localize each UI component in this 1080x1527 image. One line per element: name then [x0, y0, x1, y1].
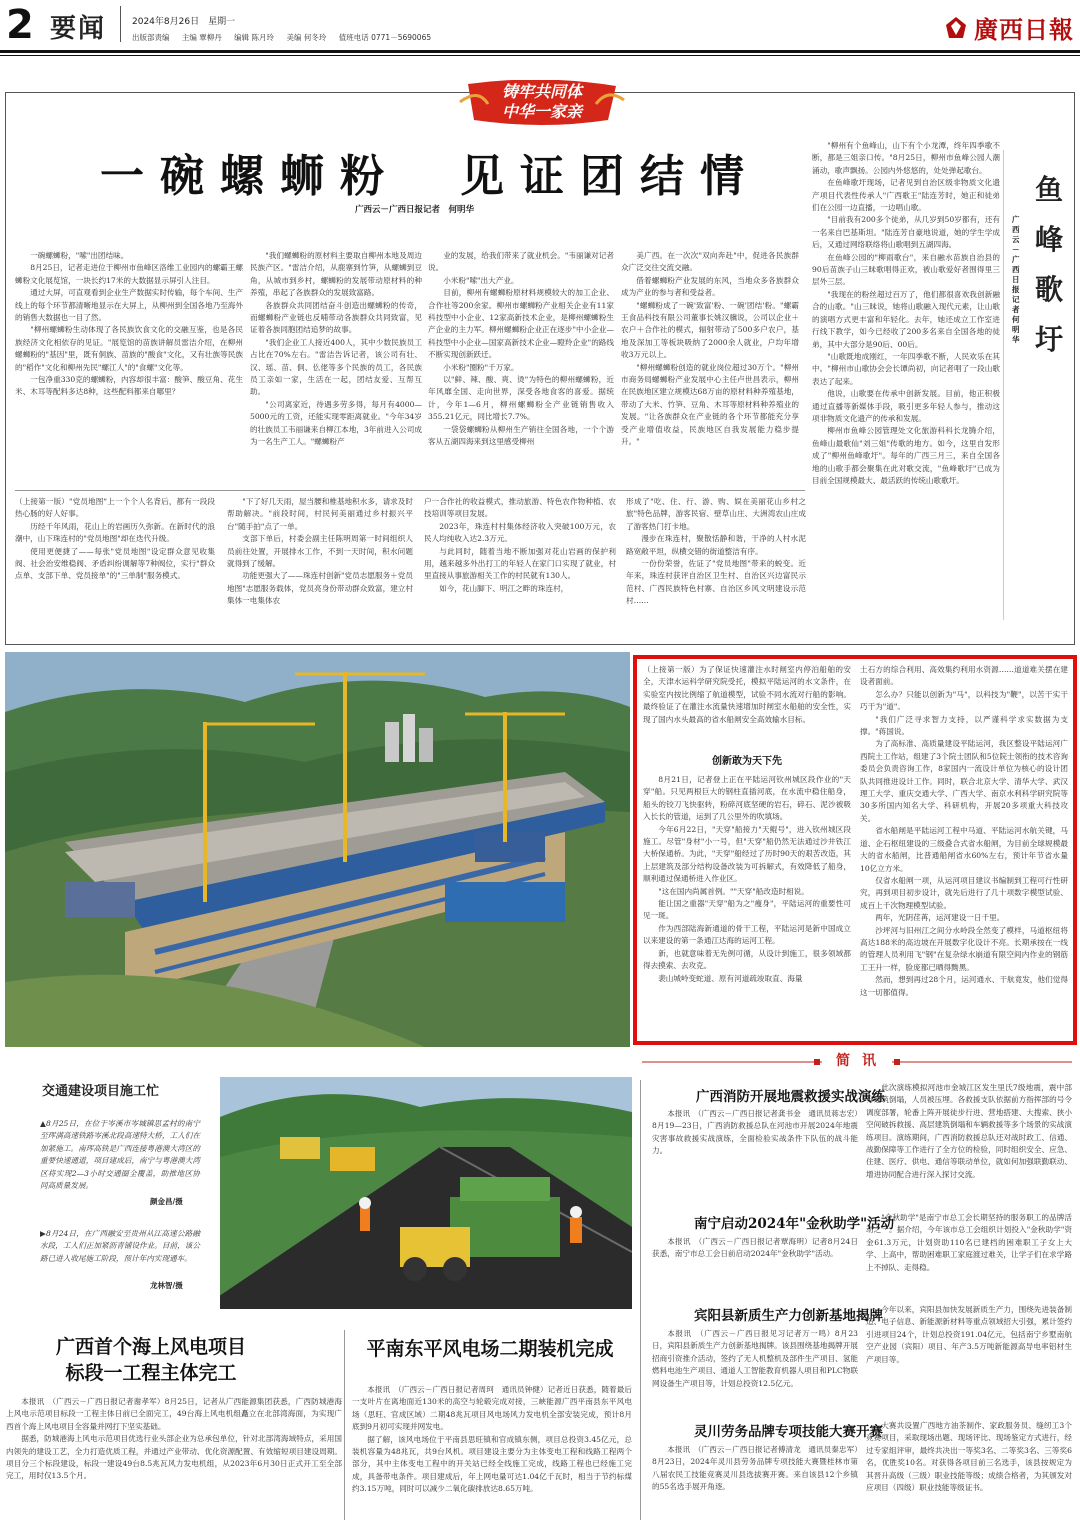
- side-column-divider: [1003, 150, 1004, 620]
- paragraph: （上接第一版）"党员地图"上一个个人名背后，都有一段段热心肠的好人好事。: [15, 497, 215, 519]
- paragraph: "柳州螺蛳粉创造的就业岗位超过30万个。"柳州市商务局螺蛳粉产业发展中心主任卢世昌表示，柳州在民族地区建立规模达68万亩的原材料种养殖基地，带动了大米、竹笋、豆角、木耳等原材料种养殖业的发展。"让各族群众在产业链的各个环节都能充分享受产业增值收益，民族地区自我发展能力稳步提升。": [621, 362, 799, 447]
- brief-body-innovation-right: [866, 1304, 1072, 1394]
- paragraph: 目前，柳州有螺蛳粉原材料规模较大的加工企业、合作社等200余家。柳州市螺蛳粉产业相关企业有11家科技型中小企业、12家高新技术企业，是柳州螺蛳粉生产企业的主力军。柳州螺蛳粉企业正在逐步"中小企业—科技型中小企业—国家高新技术企业—瞪羚企业"的路线不断实现创新跃迁。: [428, 288, 614, 360]
- paragraph: 他说，山歌要在传承中创新发展。目前，他正积极通过直播等新媒体手段，吸引更多年轻人参与，推动这项非物质文化遗产的传承和发展。: [812, 389, 1000, 423]
- brief-title-scholarship: 南宁启动2024年"金秋助学"活动: [694, 1216, 895, 1232]
- feature-column-1: [15, 250, 243, 482]
- brief-title-innovation-base: 宾阳县新质生产力创新基地揭牌: [694, 1308, 883, 1324]
- paragraph: 业的发展，给我们带来了就业机会。"韦丽谦对记者说。: [428, 251, 614, 273]
- side-feature-byline: 广西云－广西日报记者 何明华: [1012, 215, 1027, 344]
- credit-phone: 值班电话 0771－5690065: [338, 33, 432, 42]
- paragraph: 美广西。在一次次"双向奔赴"中，促进各民族群众广泛交往交流交融。: [621, 251, 799, 273]
- photo-caption-title: 交通建设项目施工忙: [42, 1084, 160, 1099]
- paragraph: 历经千年风雨，花山上的岩画历久弥新。在新时代的浪潮中，山下珠连村的"党员地图"却在迭代升级。: [15, 521, 215, 544]
- paragraph: 据悉，防城港海上风电示范项目优选行业头部企业为总承包单位，针对北部湾海域特点，采用国内领先的建设工艺，全力打造优质工程，并通过产业带动、优化资源配置、有效缩短项目建设周期。项目分三个标段建设，标段一建设49台8.5兆瓦风力发电机组，从2023年6月30日正式开工至全部完工，用时仅13.5个月。: [6, 1434, 342, 1481]
- paragraph: 通过大屏，可直观看到企业生产数据实时传输，每个车间、生产线上的每个环节都清晰地显示在大屏上，从柳州到全国各地乃至海外的销售大数据也一目了然。: [15, 288, 243, 323]
- paragraph: 一袋袋螺蛳粉从柳州生产销往全国各地，一个个游客从五湖四海来到这里感受柳州: [428, 424, 614, 447]
- paragraph: 8月25日，记者走进位于柳州市鱼峰区洛维工业园内的螺霸王螺蛳粉文化展览馆，一块长约17米的大数据显示屏引人注目。: [15, 263, 243, 285]
- paragraph: "我现在的粉丝超过百万了，他们都很喜欢我创新融合的山歌。"山三昧说，她将山歌融入现代元素，让山歌的演唱方式更丰富和年轻化。去年，她还成立工作室进行线下教学，如今已经收了200多名来自全国各地的徒弟，其中大部分是90后、00后。: [812, 289, 1000, 349]
- paragraph: 2023年，珠连村村集体经济收入突破100万元，农民人均纯收入达2.3万元。: [424, 521, 616, 544]
- paragraph: 作为西部陆海新通道的骨干工程，平陆运河是新中国成立以来建设的第一条通江达海的运河工程。: [643, 923, 851, 946]
- paragraph: 使用更便捷了——每张"党员地图"设定群众意见收集阀、社会治安维稳阀、矛盾纠纷调解等7种阀位，实行"群众点单、支部下单、党员接单"的"三单制"服务模式。: [15, 546, 215, 581]
- paragraph: 据了解，该风电场位于平南县思旺镇和官成镇东侧，项目总投资3.45亿元，总装机容量为48兆瓦，共9台风机。项目建设主要分为主体变电工程和线路工程两个部分，其中主体变电工程中的开关站已经全线施工完成，线路工程也已经施工完成，具备带电条件。项目建成后，年上网电量可达1.04亿千瓦时，相当于节约标煤约3.15万吨，同时可以减少二氧化碳排放达8.65万吨。: [352, 1434, 632, 1494]
- photo-credit-1: 颜金昌/摄: [150, 1197, 183, 1206]
- paragraph: 一包净重330克的螺蛳粉，内容却很丰富：酸笋、酸豆角、花生米、木耳等配料多达8种，这些配料都来自哪里？: [15, 375, 243, 397]
- feature-headline: 一碗螺蛳粉 见证团结情: [100, 151, 760, 202]
- photo-credit-2: 龙林智/摄: [150, 1281, 183, 1290]
- column-divider: [344, 1330, 345, 1520]
- paragraph: "柳州螺蛳粉生动体现了各民族饮食文化的交融互鉴，也是各民族经济文化相依存的见证。"展览馆的苗族讲解员雷洁介绍，在柳州螺蛳粉的"基因"里，既有侗族、苗族的"酸食"文化，又有壮族等民族的"稻作"文化和柳州先民"螺江人"的"食螺"文化等。: [15, 325, 243, 372]
- paragraph: 与此同时，随着当地不断加强对花山岩画的保护利用，越来越多外出打工的年轻人在家门口实现了就业，村里直接从事旅游相关工作的村民就有130人。: [424, 546, 616, 581]
- logo-text: 廣西日報: [974, 15, 1074, 44]
- credit-dept: 出版部责编: [132, 33, 170, 42]
- continued-column-3: [424, 496, 616, 616]
- paragraph: 小米粉"圈粉"千万家。: [443, 362, 519, 372]
- pinglu-intro: [643, 664, 851, 736]
- paragraph: 小米粉"嗦"出大产业。: [443, 275, 519, 285]
- paragraph: 怎么办？只能以创新为"马"，以科技为"鞭"，以苦干实干巧干为"道"。: [860, 689, 1068, 712]
- paragraph: "山歌既地成刚红，一年四季歌不断，人民欢乐在其中。"柳州市山歌协会会长谭尚初，向记者唱了一段山歌表达了起来。: [812, 351, 1000, 386]
- paragraph: "公司离家近，待遇多劳多得，每月有4000—5000元的工资，还能实现零距离就业。"今年34岁的壮族员工韦丽谦来自柳江本地，3年前进入公司成为一名生产工人。"螺蛳粉产: [250, 399, 422, 447]
- paragraph: 户一合作社的收益模式，推动旅游、特色农作物种植、农技培训等项目发展。: [424, 497, 616, 519]
- credit-art: 美编 何冬玲: [286, 33, 327, 42]
- feature-column-2: [250, 250, 422, 482]
- pinglu-column-left: [643, 774, 851, 1040]
- feature-column-3: [428, 250, 614, 482]
- header-divider: [120, 6, 121, 42]
- pinglu-subheading: 创新敢为天下先: [712, 756, 782, 767]
- feature-column-4: [621, 250, 799, 482]
- bridge-construction-photo: [5, 652, 630, 1047]
- masthead: [0, 0, 1080, 52]
- paragraph: 8月21日，记者登上正在平陆运河钦州城区段作业的"天穿"船。只见两根巨大的钢柱直插河底，在水流中稳住船身，船头的铰刀飞快驱转，粉碎河底坚硬的岩石，碎石、泥沙被吸入长长的管道，运到了几公里外的吹填场。: [643, 775, 851, 822]
- paragraph: 今年6月22日，"天穿"船接力"天鲲号"，进入钦州城区段施工。尽管"身材"小一号，但"天穿"船仍然无法通过沙井铁江大桥保通桥。为此，"天穿"船经过了历时90天的艰苦改造，其上层建筑及部分结构设备改装为可拆解式，有效降低了船身，顺利通过保通桥进入作业区。: [643, 824, 851, 884]
- side-feature-body: [812, 140, 1000, 615]
- paragraph: 漫步在珠连村，聚散恬静和谐，干净的人村水泥路宽敞平坦，纵横交错的街道整洁有序。: [626, 534, 806, 556]
- paragraph: 本报讯 （广西云－广西日报记者傅清龙 通讯员秦忠军）8月23日，2024年灵川县劳务品牌专项技能大赛暨桂林市第八届农民工技能竞赛灵川县选拔赛开赛。来自该县12个乡镇的55名选手展开角逐。: [652, 1445, 858, 1492]
- column-banner-text: [482, 82, 602, 122]
- bottom-news-1-title: [20, 1334, 282, 1386]
- paragraph: "金秋助学"是南宁市总工会长期坚持的服务职工的品牌活动之一。据介绍，今年该市总工会组织计划投入"金秋助学"资金61.3万元，计划资助110名已建档的困难职工子女上大学、上高中，帮助困难职工家庭渡过难关，让学子们在求学路上不掉队、走得稳。: [866, 1213, 1072, 1272]
- banner-line-2: 中华一家亲: [501, 102, 582, 121]
- paragraph: "下了好几天雨，屋当腰和椎基地积水多，请求及时帮助解决。"前段时间，村民何美丽通过乡村振兴平台"随手拍"点了一单。: [227, 497, 413, 531]
- issue-date: 2024年8月26日 星期一: [132, 17, 236, 27]
- continued-column-2: [227, 496, 413, 616]
- page-number: 2: [6, 2, 34, 48]
- paragraph: 形成了"吃、住、行、游、购、娱在美丽花山乡村之旅"特色品牌，游客民宿、壁草山庄、大洲湾农山庄成了游客热门打卡地。: [626, 497, 806, 531]
- paragraph: 本报讯 （广西云－广西日报记者周珂 通讯员钟健）记者近日获悉，随着最后一支叶片在离地面近130米的高空与轮毂完成对接，三峡能源广西平南县东平风电场（思旺、官成区域）二期48兆瓦项目风电场风力发电机全部安装完成，预计8月底到9月初可实现并网发电。: [352, 1385, 632, 1432]
- bottom-news-1-body: [6, 1396, 342, 1520]
- section-name: 要闻: [50, 14, 107, 44]
- logo-emblem-icon: [944, 16, 968, 40]
- highway-paving-photo: [220, 1077, 632, 1309]
- credit-chief: 主编 覃柳丹: [181, 33, 222, 42]
- paragraph: 裴山城岭变蛇道、原有河道疏竣取直、海量: [658, 973, 803, 983]
- paragraph: 土石方的综合利用、高效集约利用水资源……道道难关摆在建设者面前。: [860, 665, 1068, 687]
- paragraph: 本报讯 （广西云－广西日报记者覃海明）记者8月24日获悉，南宁市总工会日前启动2024年"金秋助学"活动。: [652, 1237, 858, 1259]
- bottom-news-2-body: [352, 1384, 632, 1520]
- pinglu-column-right: [860, 664, 1068, 1040]
- paragraph: 柳州市鱼峰公园管理处文化旅游科科长龙腾介绍，鱼峰山最歌仙"刘三姐"传歌的地方。如今，这里自发形成了"柳州鱼峰歌圩"。每年的广西三月三，来自全国各地的山歌手都会聚集在此对歌交流，"鱼峰歌圩"已成为目前全国规模最大、最活跃的传统山歌歌圩。: [812, 426, 1000, 485]
- paragraph: 此次演练模拟河池市金城江区发生里氏7级地震，震中部分建筑倒塌，人员被压埋。各救援支队依据前方指挥部的号令调度部署，轮番上阵开展徒步行进、营地搭建、大搜索、狭小空间破拆救援、高层建筑倒塌和车辆救援等多个场景的实战演练项目。演练期间，广西消防救援总队还对战时政工、信通、战勤保障等工作进行了全方位的检验，同时组织安全、应急、住建、医疗、供电、通信等联动单位，就如何加强联勤联动、增进协同配合进行深入探讨交流。: [866, 1083, 1072, 1179]
- column-divider: [640, 1080, 641, 1520]
- feature-byline: 广西云－广西日报记者 何明华: [355, 205, 475, 215]
- paragraph: 为了高标准、高质量建设平陆运河，我区整设平陆运河广西院土工作站，组建了3个院士团队和5位院士领衔的技术咨询委员会负责咨询工作，8家国内一流设计单位为核心的设计团队共同推进设计工作。同时，联合北京大学、清华大学、武汉理工大学、重庆交通大学、广西大学、南京水利科学研究院等30多所国内知名大学、科研机构，开展20多项重大科技攻关。: [860, 739, 1068, 823]
- brief-body-innovation-left: [652, 1328, 858, 1394]
- section-divider: [15, 490, 805, 491]
- brief-news-label: 简讯: [836, 1053, 888, 1069]
- paragraph: 本报讯 （广西云－广西日报记者谢孝军）8月25日，记者从广西能源集团获悉，广西防城港海上风电示范项目标段一工程主体日前已全面完工，49台海上风电机组矗立在北部湾海面，为实现广西首个海上风电项目全容量并网打下坚实基础。: [6, 1397, 342, 1431]
- brief-title-fire-drill: 广西消防开展地震救援实战演练: [696, 1089, 885, 1105]
- photo-caption-2: ▶8月24日，在广西融安至贵州从江高速公路融水段，工人们正加紧沥青铺设作业。目前，该公路已进入收尾施工阶段，预计年内实现通车。: [40, 1229, 200, 1263]
- brief-title-skills-contest: 灵川劳务品牌专项技能大赛开赛: [694, 1424, 883, 1440]
- photo-caption-1: ▲8月25日，在位于岑溪市岑城镇思孟村的南宁至珲满高速铁路岑溪北段高速特大桥，工人们在加紧施工。南珲高铁是广西连接粤港澳大湾区的重要快速通道，项目建成后，南宁与粤港澳大湾区将实现2—3小时交通圈全覆盖，助推地区协同高质量发展。: [40, 1119, 200, 1191]
- paragraph: 新，也就意味着无先例可循，从设计到施工，很多领域都得去摸索、去攻克。: [643, 948, 851, 971]
- photo-illustration: [220, 1077, 632, 1309]
- paragraph: 本报讯 （广西云－广西日报见习记者万一鸣）8月23日，宾阳县新质生产力创新基地揭牌。该县围绕基地揭牌开展招商引资推介活动，签约了无人机整机及部件生产项目、氢能燃料电池生产项目、通道人工智能教育机器人项目和PLC物联网设备生产项目等，计划总投资12.5亿元。: [652, 1329, 858, 1388]
- credit-editor: 编辑 陈月玲: [234, 33, 275, 42]
- brief-body-skills-left: [652, 1444, 858, 1520]
- paragraph: （上接第一版）为了保证快速灌注水时闸室内停泊船舶的安全，天津水运科学研究院受托，模拟平陆运河的水文条件，在实验室内按比例缩了航道模型，试验不同水流对行船的影响。最终验证了在灌注水流量快速增加时闸室水船舶的安全性，实现了国内水头最高的省水船闸安全高效输水目标。: [643, 665, 851, 724]
- paragraph: 两年，光阴荏苒，运河建设一日千里。: [875, 913, 1005, 923]
- bottom-news-2-title: [350, 1336, 630, 1362]
- title-line: 平南东平风电场二期装机完成: [366, 1338, 614, 1360]
- brief-body-scholarship-right: [866, 1212, 1072, 1292]
- paragraph: 仅省水船闸一项，从运河项目建议书编制到工程可行性研究，再到项目初步设计，就先后进行了几十项数字模型试验、成百上千次物理模型试验。: [860, 875, 1068, 910]
- paragraph: "我们企业工人接近400人，其中少数民族员工占比在70%左右。"雷洁告诉记者，该公司有壮、汉、瑶、苗、侗、仫佬等多个民族的员工，各民族员工亲如一家，生活在一起，团结友爱、互帮互助。: [250, 337, 422, 397]
- paragraph: 一份份荣誉，佐证了"党员地图"带来的蜕变。近年来，珠连村获评自治区卫生村、自治区兴边富民示范村、广西民族特色村寨、自治区乡风文明建设示范村……: [626, 559, 806, 606]
- paragraph: "柳州有个鱼峰山，山下有个小龙潭，终年四季歌不断，都是三姐亲口传。"8月25日，柳州市鱼峰公园人潮涌动，歌声飘扬。公园内外悠悠的，处处弹起歌台。: [812, 141, 1000, 175]
- title-line: 标段一工程主体完工: [65, 1362, 237, 1384]
- paragraph: 借着螺蛳粉产业发展的东风，当地众多各族群众成为产业的参与者和受益者。: [621, 275, 799, 298]
- continued-column-1: [15, 496, 215, 616]
- brief-body-fire-drill-left: [652, 1108, 858, 1202]
- paragraph: 一碗螺蛳粉，"嗦"出团结味。: [30, 251, 129, 260]
- paragraph: 能让国之重器"天穿"船为之"瘦身"，平陆运河的重要性可见一斑。: [643, 899, 851, 921]
- paragraph: 今年以来，宾阳县加快发展新质生产力，围绕先进装备制造、电子信息、新能源新材料等重点领域招大引强，累计签约引进项目24个，计划总投资191.04亿元，包括南宁乡墅南航空产业园（宾阳）项目、年产3.5万吨新能源高导电率铝材生产项目等。: [866, 1305, 1072, 1364]
- paragraph: "目前我有200多个徒弟，从几岁到50岁都有，还有一名来自巴基斯坦。"陆连芳自豪地说道，她的学生学成后，又通过网络联络将山歌唱到五湖四海。: [812, 215, 1000, 250]
- banner-line-1: 铸牢共同体: [501, 82, 582, 101]
- paragraph: 本报讯 （广西云－广西日报记者龚书金 通讯员蒋志宏）8月19—23日，广西消防救援总队在河池市开展2024年地震灾害事故救援实战演练，全面检验实战条件下队伍的战斗能力。: [652, 1109, 858, 1156]
- photo-illustration: [5, 652, 630, 1047]
- paragraph: 省水船闸是平陆运河工程中马道、平陆运河水航关键，马道、企石枢纽建设的三级叠合式省水船闸，为目前全球规模最大的省水船闸，比普通船闸省水60%左右，预计年节省水量10亿立方米。: [860, 826, 1068, 873]
- newspaper-logo: [944, 10, 1074, 45]
- paragraph: 功能更强大了——珠连村创新"党员志愿服务＋党员地图"志愿服务载体，党员亮身份带动群众致富，建立村集体一电集体农: [227, 571, 413, 606]
- brief-body-scholarship-left: [652, 1236, 858, 1292]
- paragraph: "螺蛳粉成了一碗'致富'粉、一碗'团结'粉。"螺霸王食品科技有限公司董事长姚汉骥说，公司以企业＋农户＋合作社的模式，辐射带动了500多户农户，基地及深加工等板块吸纳了2000余人就业，户均年增收3万元以上。: [621, 300, 799, 360]
- paragraph: "我们螺蛳粉的原材料主要取自柳州本地及周边民族产区。"雷洁介绍，从鹿寨到竹笋，从螺蛳到豆角，从城市到乡村，螺蛳粉的发展带动原材料的种养殖，串起了各族群众的发展致富路。: [250, 251, 422, 298]
- title-line: 广西首个海上风电项目: [55, 1336, 246, 1358]
- paragraph: 在鱼峰公园的"柳雨歌台"，来自融水苗族自治县的90后苗族子山三昧歌唱得正欢，被山歌爱好者围得里三层外三层。: [812, 252, 1000, 287]
- side-feature-title: 鱼峰歌圩: [1034, 173, 1063, 356]
- paragraph: 以"鲜、辣、酸、爽、烫"为特色的柳州螺蛳粉，近年风靡全国、走向世界，深受各地食客的喜爱。据统计，今年1—6月，柳州螺蛳粉全产业链销售收入355.21亿元，同比增长7.7%。: [428, 375, 614, 422]
- paragraph: 各族群众共同团结奋斗创造出螺蛳粉的传奇，而螺蛳粉产业链也反哺带动各族群众共同致富，见证着各族同胞团结追梦的故事。: [250, 300, 422, 335]
- paragraph: 在鱼峰歌圩现场，记者见到自治区级非物质文化遗产项目代表性传承人"广西歌王"陆连芳时，她正和徒弟们在公园一边直播，一边唱山歌。: [812, 178, 1000, 213]
- brief-body-skills-right: [866, 1420, 1072, 1520]
- brief-body-fire-drill-right: [866, 1082, 1072, 1202]
- paragraph: 沙坪河与旧州江之间分水岭段全然变了模样，马道枢纽将高达188米的高边坡在开展数字化设计不亮。长期承按在一线的管理人员利用飞"钢"在复杂绿水崩道有限空间内作业的钢筋工王升一样，脸庞都已晒得黝黑。: [860, 925, 1068, 972]
- editor-credits: [132, 32, 441, 43]
- paragraph: "这在国内尚属首例。""天穿"船改造时相说。: [658, 886, 809, 896]
- header-rule-thin: [0, 55, 1080, 56]
- paragraph: "我们广泛寻求智力支持，以严谨科学求实数据为支撑。"蒋国说。: [860, 714, 1068, 737]
- continued-column-4: [626, 496, 806, 616]
- paragraph: 然而，想到再过28个月，运河通水、干航竟发，他们觉得这一切都值得。: [860, 975, 1068, 997]
- paragraph: 大赛共设置广西地方油茶制作、家政服务员、缝纫工3个竞赛项目，采取现场出题、现场评比、现场鉴定方式进行，经过专家组评审，最终共决出一等奖3名、二等奖3名、三等奖6名，优胜奖10名。对获得各项目前三名选手，该县按规定为其晋升高级（三级）职业技能等级；成绩合格者，为其颁发对应项目（四级）职业技能等级证书。: [866, 1421, 1072, 1493]
- paragraph: 如今，花山脚下、明江之畔的珠连村，: [439, 583, 569, 593]
- header-rule: [0, 50, 1080, 53]
- paragraph: 支部下单后，村委会副主任陈明周第一时间组织人员前往处置，开展排水工作，不到一天时间，积水问题就得到了缓解。: [227, 534, 413, 569]
